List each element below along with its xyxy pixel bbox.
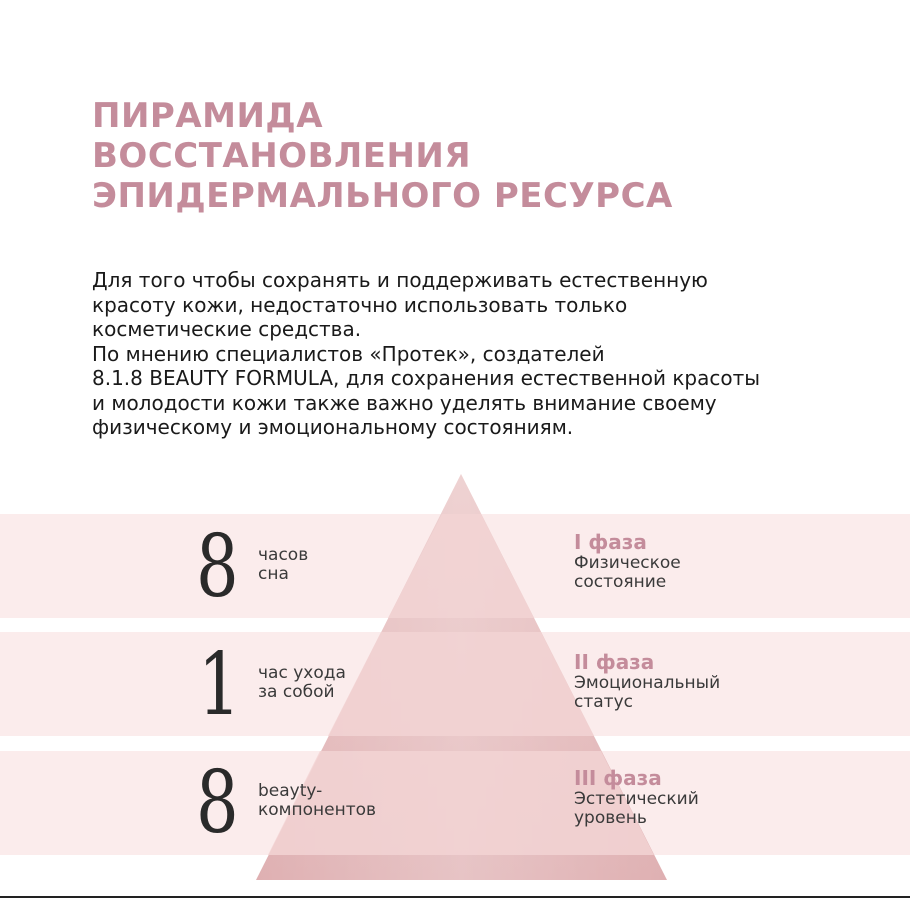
tier-label-line: компонентов [258, 800, 377, 820]
phase-title-3: III фаза [574, 766, 662, 790]
intro-line: и молодости кожи также важно уделять внимание своему [92, 390, 717, 415]
tier-label-1 [258, 546, 308, 584]
intro-line: По мнению специалистов «Протек», создателей [92, 341, 605, 366]
pyramid-band-overlay-2 [328, 632, 594, 736]
phase-title-2: II фаза [574, 650, 655, 674]
tier-label-line: beayty- [258, 781, 323, 801]
phase-block-3 [574, 766, 699, 828]
tier-number-1: 8 [196, 517, 239, 617]
phase-desc-line: Эмоциональный [574, 673, 721, 693]
intro-line: красоту кожи, недостаточно использовать только [92, 292, 628, 317]
phase-desc-line: уровень [574, 808, 647, 828]
phase-desc-line: состояние [574, 572, 667, 592]
title-line-3: ЭПИДЕРМАЛЬНОГО РЕСУРСА [92, 176, 673, 216]
tier-label-line: сна [258, 564, 289, 584]
tier-number-3: 8 [196, 753, 239, 853]
title-line-2: ВОССТАНОВЛЕНИЯ [92, 136, 472, 176]
intro-line: физическому и эмоциональному состояниям. [92, 415, 574, 439]
tier-label-3 [258, 782, 376, 820]
tier-label-line: час ухода [258, 663, 346, 683]
phase-title-1: I фаза [574, 530, 647, 554]
phase-desc-line: Эстетический [574, 789, 699, 809]
phase-block-1 [574, 530, 681, 592]
tier-label-line: за собой [258, 682, 335, 702]
tier-number-2: 1 [198, 635, 241, 735]
intro-line: 8.1.8 BEAUTY FORMULA, для сохранения естественной красоты [92, 366, 761, 390]
intro-line: косметические средства. [92, 317, 362, 341]
phase-block-2 [574, 650, 720, 712]
tier-label-line: часов [258, 545, 309, 565]
bottom-divider [0, 896, 910, 898]
phase-desc-line: Физическое [574, 553, 681, 573]
pyramid-band-overlay-1 [388, 514, 534, 618]
tier-label-2 [258, 664, 346, 702]
intro-line: Для того чтобы сохранять и поддерживать естественную [92, 268, 708, 292]
phase-desc-line: статус [574, 692, 633, 712]
title-line-1: ПИРАМИДА [92, 96, 324, 136]
